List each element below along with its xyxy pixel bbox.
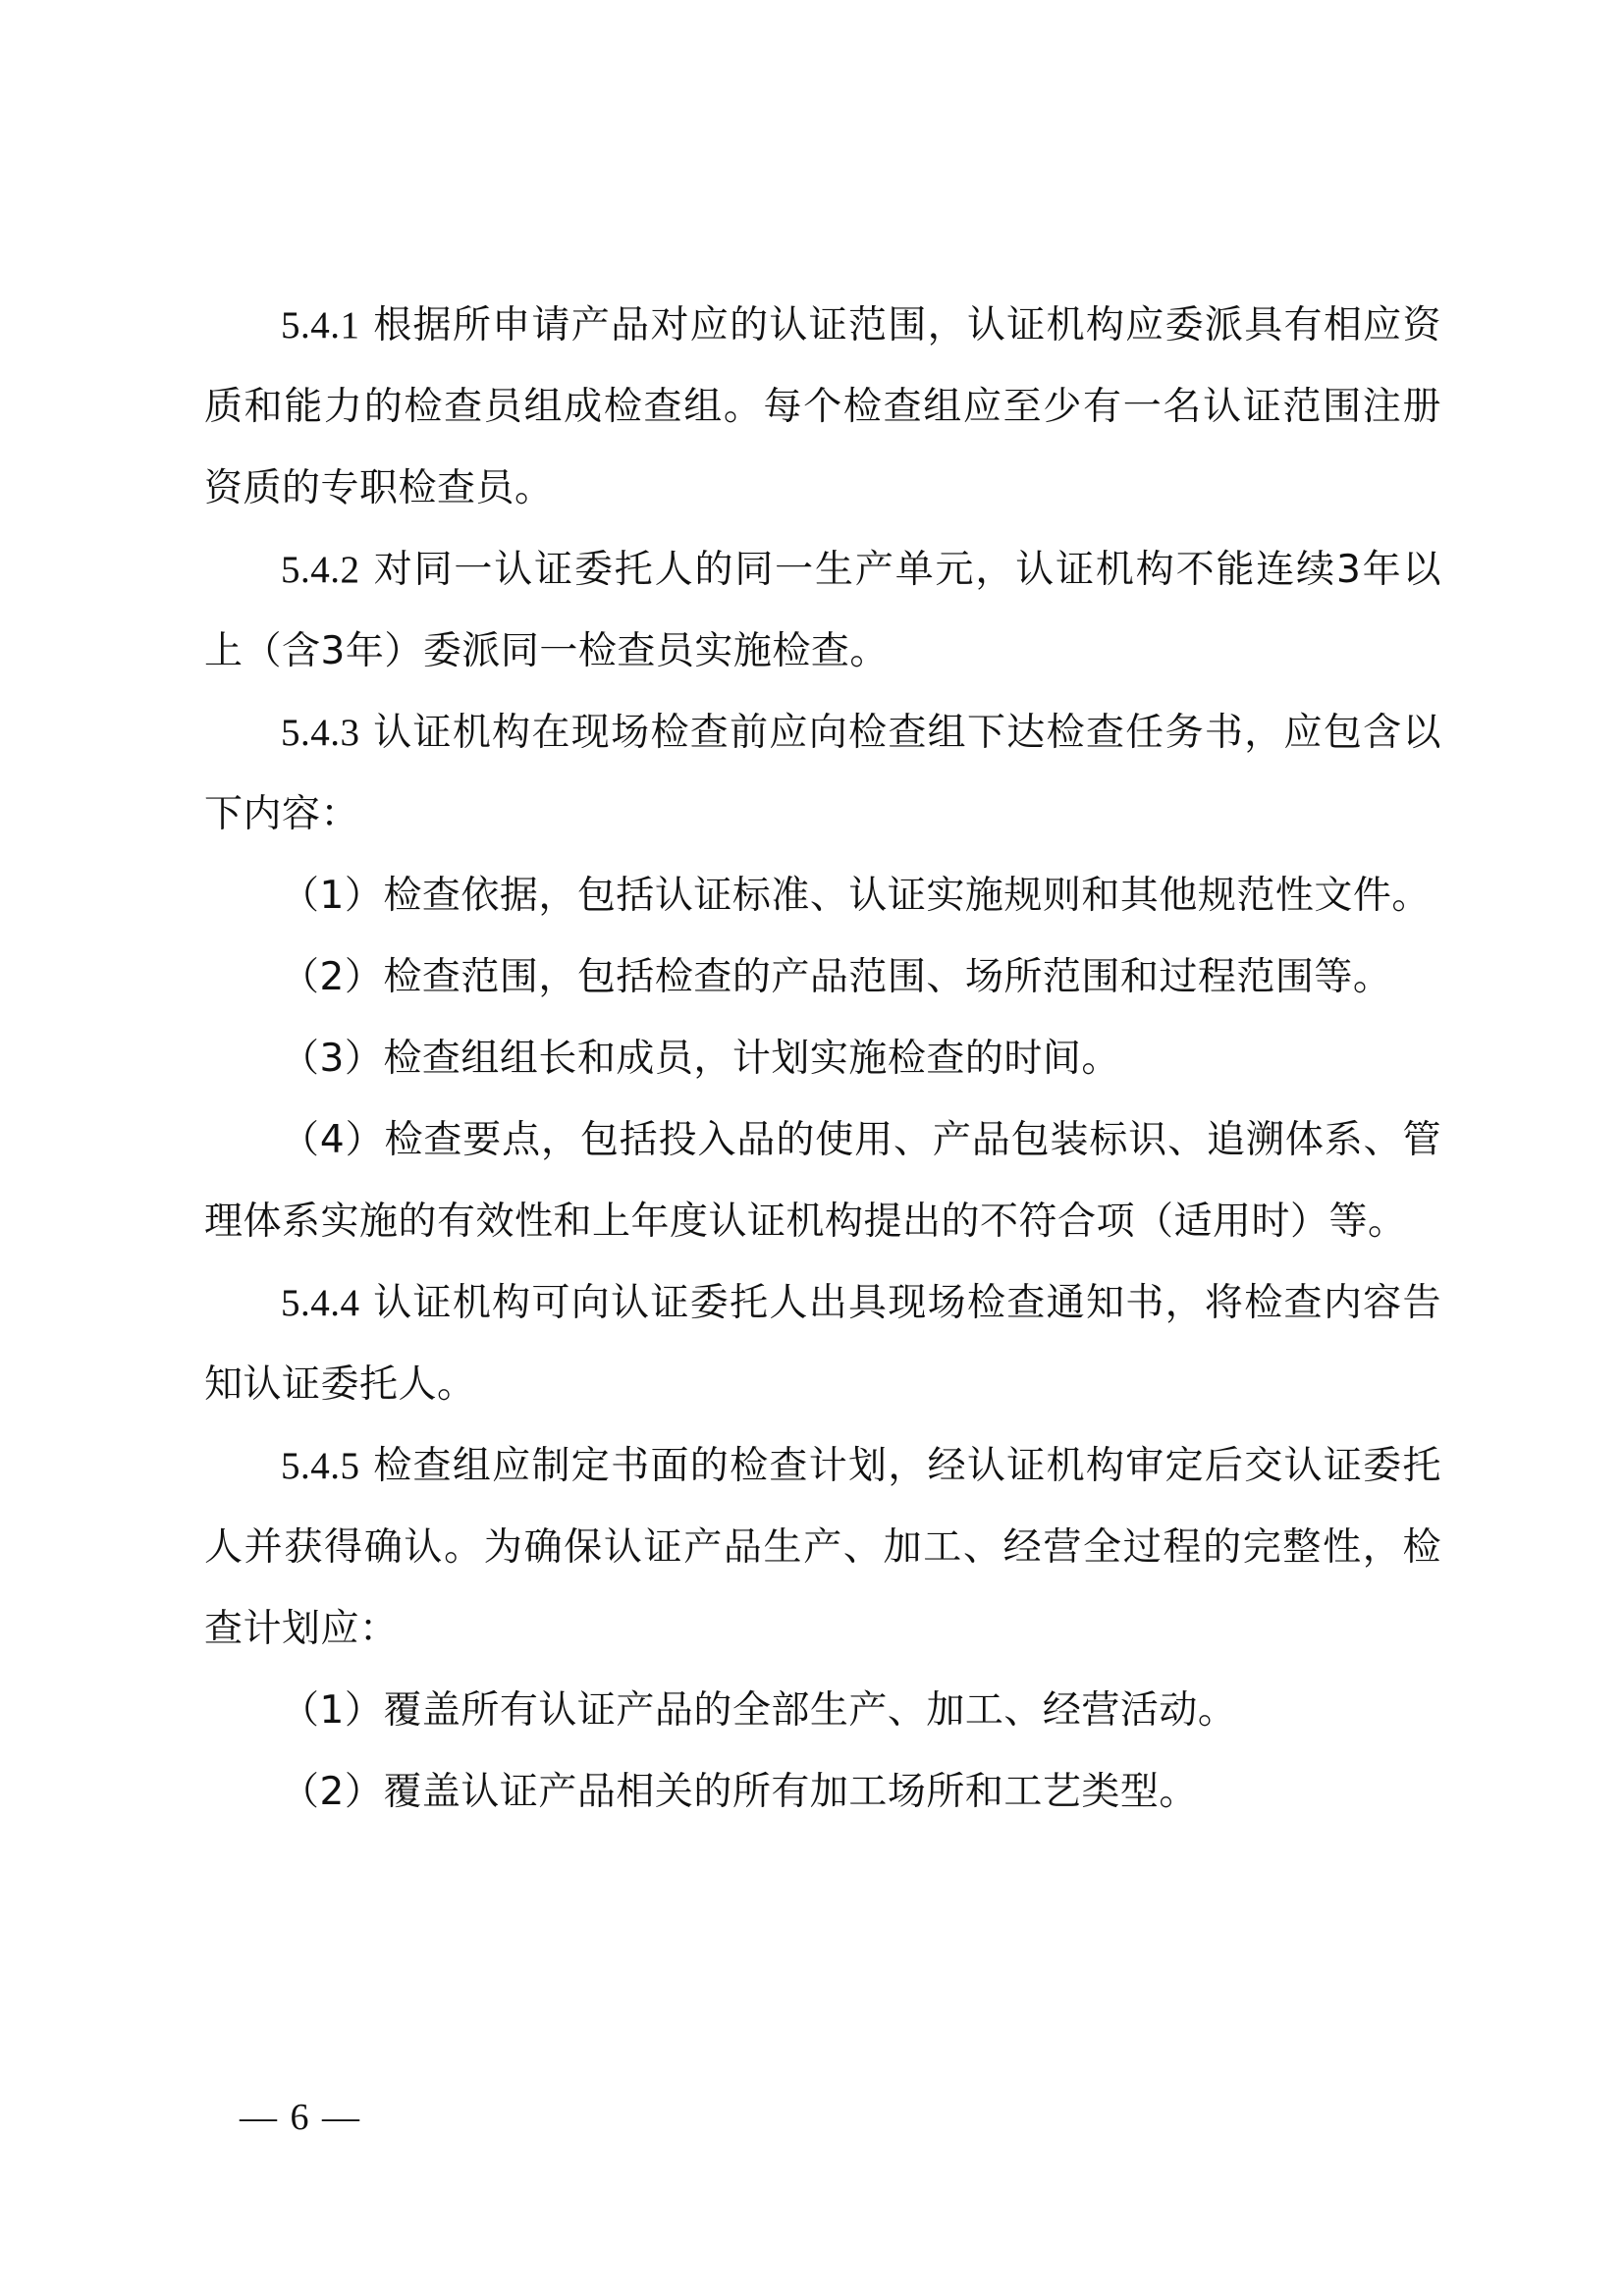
paragraph-5-4-1 [204, 285, 1441, 529]
paragraph-text: 检查组应制定书面的检查计划，经认证机构审定后交认证委托人并获得确认。为确保认证产品生产、加工、经营全过程的完整性，检查计划应： [204, 1444, 1441, 1651]
list-item-1 [204, 855, 1441, 936]
paragraph-text: 认证机构在现场检查前应向检查组下达检查任务书，应包含以下内容： [204, 711, 1441, 836]
item-number: （2） [281, 1770, 384, 1814]
list-item-4 [204, 1099, 1441, 1262]
list-item-3 [204, 1018, 1441, 1099]
paragraph-5-4-4 [204, 1262, 1441, 1425]
item-number: （2） [281, 955, 384, 999]
clause-number: 5.4.1 [281, 304, 360, 347]
paragraph-text: 检查范围，包括检查的产品范围、场所范围和过程范围等。 [383, 955, 1392, 999]
item-number: （1） [281, 1688, 384, 1733]
list-item-2 [204, 936, 1441, 1018]
paragraph-text: 对同一认证委托人的同一生产单元，认证机构不能连续3年以上（含3年）委派同一检查员实施检查。 [204, 548, 1441, 673]
item-number: （1） [281, 874, 384, 918]
paragraph-text: 覆盖所有认证产品的全部生产、加工、经营活动。 [383, 1688, 1237, 1733]
list-item-6 [204, 1751, 1441, 1833]
paragraph-text: 覆盖认证产品相关的所有加工场所和工艺类型。 [383, 1770, 1198, 1814]
paragraph-5-4-2 [204, 529, 1441, 692]
list-item-5 [204, 1670, 1441, 1751]
paragraph-5-4-3 [204, 692, 1441, 855]
clause-number: 5.4.5 [281, 1445, 360, 1487]
paragraph-text: 根据所申请产品对应的认证范围，认证机构应委派具有相应资质和能力的检查员组成检查组。每个检查组应至少有一名认证范围注册资质的专职检查员。 [204, 303, 1441, 510]
body-text [204, 285, 1441, 1833]
clause-number: 5.4.4 [281, 1282, 360, 1324]
item-number: （3） [281, 1037, 384, 1081]
clause-number: 5.4.2 [281, 549, 360, 591]
paragraph-5-4-5 [204, 1425, 1441, 1670]
paragraph-text: 检查组组长和成员，计划实施检查的时间。 [383, 1037, 1120, 1081]
paragraph-text: 检查依据，包括认证标准、认证实施规则和其他规范性文件。 [383, 874, 1431, 918]
clause-number: 5.4.3 [281, 712, 360, 754]
paragraph-text: 检查要点，包括投入品的使用、产品包装标识、追溯体系、管理体系实施的有效性和上年度认证机构提出的不符合项（适用时）等。 [204, 1118, 1441, 1244]
paragraph-text: 认证机构可向认证委托人出具现场检查通知书，将检查内容告知认证委托人。 [204, 1281, 1441, 1407]
item-number: （4） [281, 1118, 385, 1162]
page-number: — 6 — [240, 2097, 361, 2138]
